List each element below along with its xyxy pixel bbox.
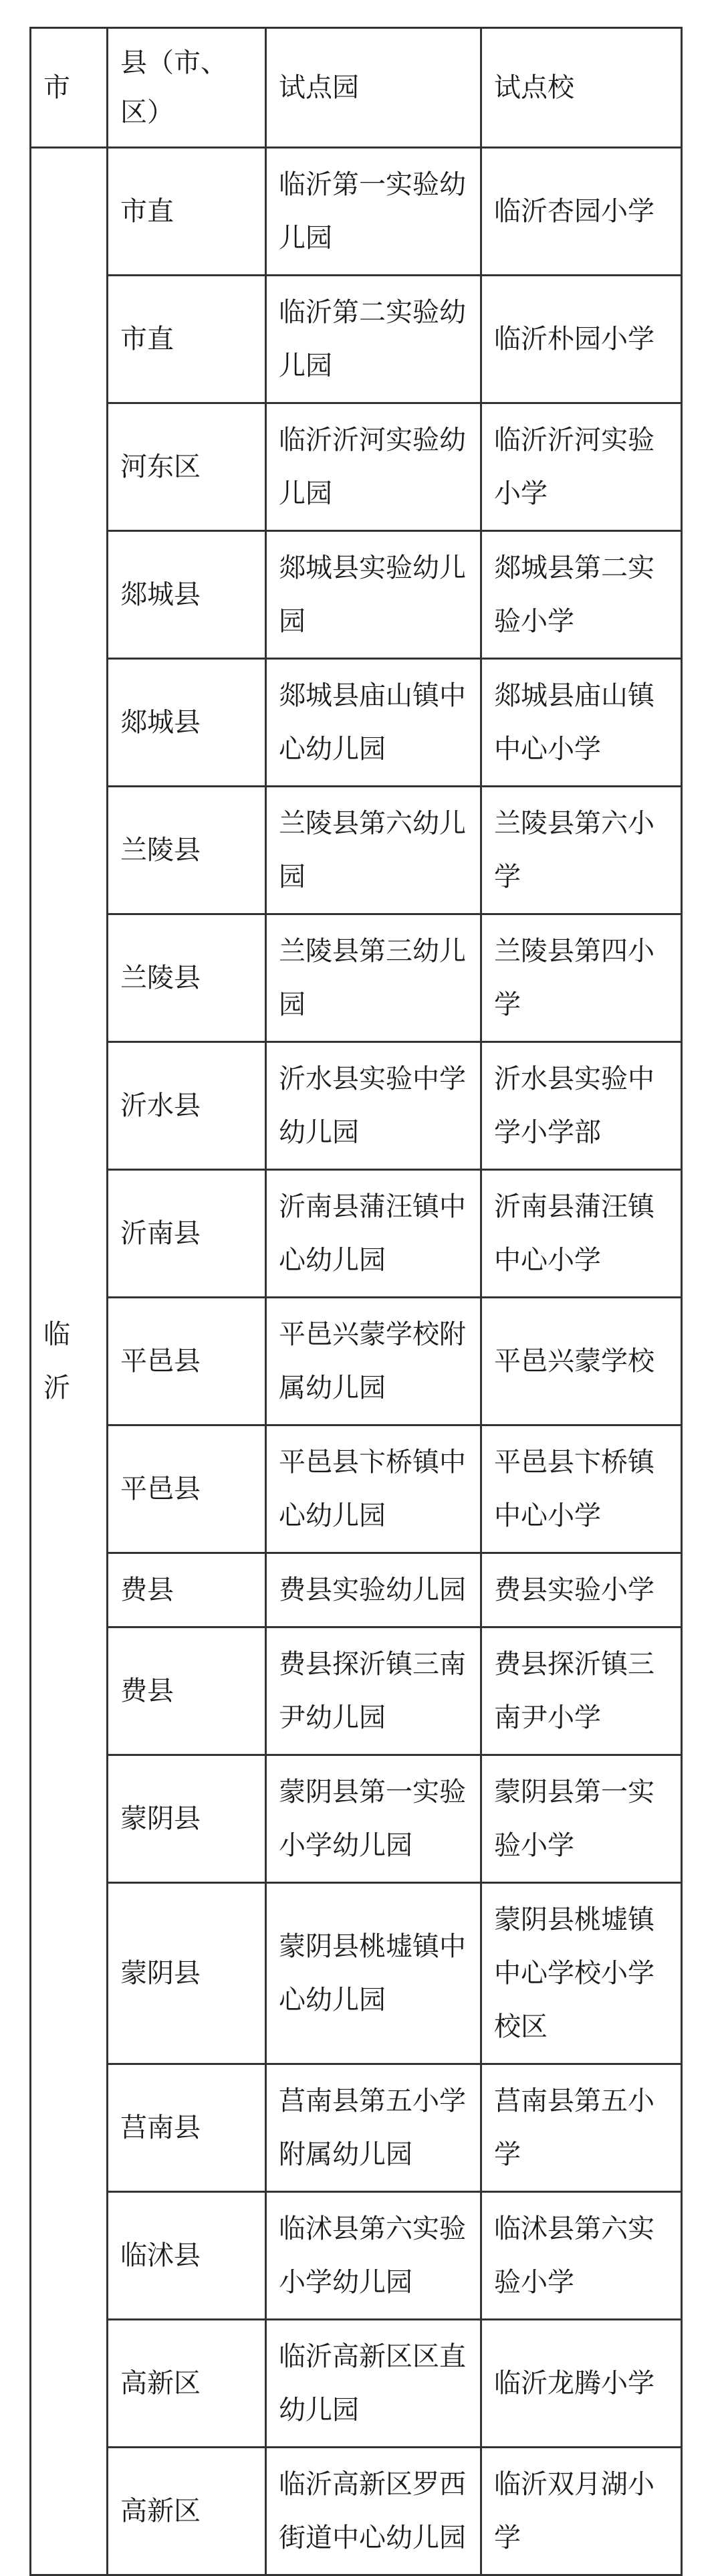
kindergarten-cell: 临沂第二实验幼儿园 bbox=[266, 276, 481, 403]
table-row bbox=[31, 1425, 682, 1553]
county-cell: 蒙阴县 bbox=[108, 1883, 266, 2064]
table-row bbox=[31, 2448, 682, 2575]
pilot-schools-table bbox=[29, 27, 683, 2576]
county-cell: 临沭县 bbox=[108, 2192, 266, 2320]
school-cell: 兰陵县第四小学 bbox=[481, 914, 682, 1042]
table-row bbox=[31, 1298, 682, 1425]
county-cell: 市直 bbox=[108, 276, 266, 403]
kindergarten-cell: 沂南县蒲汪镇中心幼儿园 bbox=[266, 1170, 481, 1298]
kindergarten-cell: 临沂高新区罗西街道中心幼儿园 bbox=[266, 2448, 481, 2575]
county-cell: 市直 bbox=[108, 148, 266, 276]
school-cell: 沂南县蒲汪镇中心小学 bbox=[481, 1170, 682, 1298]
kindergarten-cell: 莒南县第五小学附属幼儿园 bbox=[266, 2064, 481, 2192]
county-cell: 沂南县 bbox=[108, 1170, 266, 1298]
school-cell: 兰陵县第六小学 bbox=[481, 787, 682, 914]
table-row bbox=[31, 2064, 682, 2192]
table-row bbox=[31, 403, 682, 531]
county-cell: 莒南县 bbox=[108, 2064, 266, 2192]
county-cell: 费县 bbox=[108, 1553, 266, 1627]
table-row bbox=[31, 276, 682, 403]
kindergarten-cell: 平邑县卞桥镇中心幼儿园 bbox=[266, 1425, 481, 1553]
kindergarten-cell: 临沂第一实验幼儿园 bbox=[266, 148, 481, 276]
kindergarten-cell: 郯城县庙山镇中心幼儿园 bbox=[266, 659, 481, 787]
city-label: 临沂 bbox=[43, 1319, 70, 1403]
county-cell: 河东区 bbox=[108, 403, 266, 531]
county-cell: 平邑县 bbox=[108, 1298, 266, 1425]
kindergarten-cell: 费县实验幼儿园 bbox=[266, 1553, 481, 1627]
kindergarten-cell: 蒙阴县第一实验小学幼儿园 bbox=[266, 1755, 481, 1883]
kindergarten-cell: 兰陵县第六幼儿园 bbox=[266, 787, 481, 914]
county-cell: 沂水县 bbox=[108, 1042, 266, 1170]
county-cell: 高新区 bbox=[108, 2448, 266, 2575]
school-cell: 临沂杏园小学 bbox=[481, 148, 682, 276]
kindergarten-cell: 临沂高新区区直幼儿园 bbox=[266, 2320, 481, 2448]
table-row bbox=[31, 148, 682, 276]
table-row bbox=[31, 1553, 682, 1627]
county-cell: 费县 bbox=[108, 1627, 266, 1755]
school-cell: 费县实验小学 bbox=[481, 1553, 682, 1627]
kindergarten-cell: 费县探沂镇三南尹幼儿园 bbox=[266, 1627, 481, 1755]
school-cell: 临沂沂河实验小学 bbox=[481, 403, 682, 531]
table-row bbox=[31, 1042, 682, 1170]
table-row bbox=[31, 659, 682, 787]
county-cell: 郯城县 bbox=[108, 659, 266, 787]
table-row bbox=[31, 787, 682, 914]
header-county: 县（市、区） bbox=[108, 28, 266, 148]
table-body bbox=[31, 28, 682, 2575]
table-row bbox=[31, 531, 682, 659]
header-city: 市 bbox=[31, 28, 108, 148]
header-kindergarten: 试点园 bbox=[266, 28, 481, 148]
county-cell: 郯城县 bbox=[108, 531, 266, 659]
county-cell: 兰陵县 bbox=[108, 914, 266, 1042]
kindergarten-cell: 沂水县实验中学幼儿园 bbox=[266, 1042, 481, 1170]
kindergarten-cell: 临沭县第六实验小学幼儿园 bbox=[266, 2192, 481, 2320]
header-school: 试点校 bbox=[481, 28, 682, 148]
table-row bbox=[31, 1627, 682, 1755]
school-cell: 郯城县庙山镇中心小学 bbox=[481, 659, 682, 787]
kindergarten-cell: 兰陵县第三幼儿园 bbox=[266, 914, 481, 1042]
table-row bbox=[31, 1883, 682, 2064]
school-cell: 平邑县卞桥镇中心小学 bbox=[481, 1425, 682, 1553]
county-cell: 高新区 bbox=[108, 2320, 266, 2448]
school-cell: 临沂朴园小学 bbox=[481, 276, 682, 403]
county-cell: 兰陵县 bbox=[108, 787, 266, 914]
kindergarten-cell: 平邑兴蒙学校附属幼儿园 bbox=[266, 1298, 481, 1425]
city-cell bbox=[31, 148, 108, 2575]
school-cell: 临沂双月湖小学 bbox=[481, 2448, 682, 2575]
school-cell: 沂水县实验中学小学部 bbox=[481, 1042, 682, 1170]
school-cell: 平邑兴蒙学校 bbox=[481, 1298, 682, 1425]
kindergarten-cell: 郯城县实验幼儿园 bbox=[266, 531, 481, 659]
table-row bbox=[31, 2192, 682, 2320]
table-row bbox=[31, 1755, 682, 1883]
school-cell: 蒙阴县桃墟镇中心学校小学校区 bbox=[481, 1883, 682, 2064]
table-row bbox=[31, 1170, 682, 1298]
school-cell: 费县探沂镇三南尹小学 bbox=[481, 1627, 682, 1755]
county-cell: 平邑县 bbox=[108, 1425, 266, 1553]
kindergarten-cell: 蒙阴县桃墟镇中心幼儿园 bbox=[266, 1883, 481, 2064]
school-cell: 莒南县第五小学 bbox=[481, 2064, 682, 2192]
table-row bbox=[31, 2320, 682, 2448]
school-cell: 临沭县第六实验小学 bbox=[481, 2192, 682, 2320]
school-cell: 郯城县第二实验小学 bbox=[481, 531, 682, 659]
county-cell: 蒙阴县 bbox=[108, 1755, 266, 1883]
table-header-row bbox=[31, 28, 682, 148]
kindergarten-cell: 临沂沂河实验幼儿园 bbox=[266, 403, 481, 531]
school-cell: 临沂龙腾小学 bbox=[481, 2320, 682, 2448]
school-cell: 蒙阴县第一实验小学 bbox=[481, 1755, 682, 1883]
table-row bbox=[31, 914, 682, 1042]
